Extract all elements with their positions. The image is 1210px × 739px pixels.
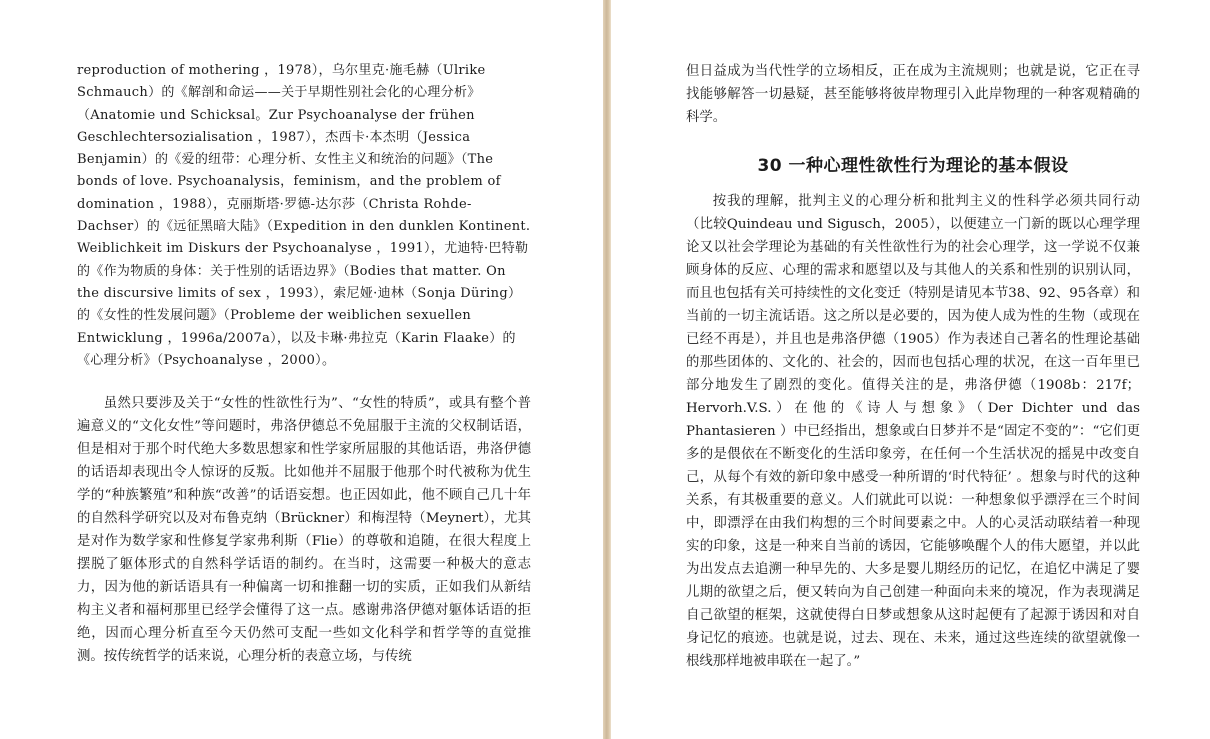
right-page (611, 0, 1210, 739)
right-body (686, 60, 1140, 129)
right-body-main (686, 190, 1140, 673)
bibliography-text: reproduction of mothering ，1978），乌尔里克·施毛赫（Ulrike Schmauch）的《解剖和命运——关于早期性别社会化的心理分析》（Anatomie und Schicksal。Zur Psychoanalyse der frühen Geschlechtersozialisation ，1987），杰西卡·本杰明（Jessica Benjamin）的《爱的纽带：心理分析、女性主义和统治的问题》（The bonds of love. Psychoanalysis，feminism，and the problem of domination ，1988），克丽斯塔·罗德-达尔莎（Christa Rohde-Dachser）的《远征黑暗大陆》（Expedition in den dunklen Kontinent. Weiblichkeit im Diskurs der Psychoanalyse ，1991），尤迪特·巴特勒的《作为物质的身体：关于性别的话语边界》（Bodies that matter. On the discursive limits of sex ，1993），索尼娅·迪林（Sonja Düring）的《女性的性发展问题》（Probleme der weiblichen sexuellen Entwicklung ，1996a/2007a），以及卡琳·弗拉克（Karin Flaake）的《心理分析》（Psychoanalyse ，2000）。 (77, 63, 531, 368)
book-gutter (603, 0, 611, 739)
right-paragraph: 按我的理解，批判主义的心理分析和批判主义的性科学必须共同行动（比较Quindeau und Sigusch，2005），以便建立一门新的既以心理学理论又以社会学理论为基础的有关性欲性行为的社会心理学，这一学说不仅兼顾身体的反应、心理的需求和愿望以及与其他人的关系和性别的识别认同，而且也包括有关可持续性的文化变迁（特别是请见本节38、92、95各章）和当前的一切主流话语。这之所以是必要的，因为使人成为性的生物（或现在已经不再是），并且也是弗洛伊德（1905）作为表述自己著名的性理论基础的那些团体的、文化的、社会的，因而也包括心理的状况，在这一百年里已部分地发生了剧烈的变化。值得关注的是，弗洛伊德（1908b：217f；Hervorh.V.S.）在他的《诗人与想象》（Der Dichter und das Phantasieren ）中已经指出，想象或白日梦并不是“固定不变的”：“它们更多的是偎依在不断变化的生活印象旁，在任何一个生活状况的摇晃中改变自己，从每个有效的新印象中感受一种所谓的‘时代特征’ 。想象与时代的这种关系，有其极重要的意义。人们就此可以说：一种想象似乎漂浮在三个时间中，即漂浮在由我们构想的三个时间要素之中。人的心灵活动联结着一种现实的印象，这是一种来自当前的诱因，它能够唤醒个人的伟大愿望，并以此为出发点去追溯一种早先的、大多是婴儿期经历的记忆，在追忆中满足了婴儿期的欲望之后，便又转向为自己创建一种面向未来的境况，作为表现满足自己欲望的框架，这就使得白日梦或想象从这时起便有了起源于诱因和对自身记忆的痕迹。也就是说，过去、现在、未来，通过这些连续的欲望就像一根线那样地被串联在一起了。” (686, 194, 1140, 669)
left-body (77, 392, 531, 668)
bibliography-continuation (77, 60, 531, 372)
section-heading: 30 一种心理性欲性行为理论的基本假设 (757, 156, 1069, 176)
continuation-paragraph: 但日益成为当代性学的立场相反，正在成为主流规则；也就是说，它正在寻找能够解答一切悬疑，甚至能够将彼岸物理引入此岸物理的一种客观精确的科学。 (686, 64, 1140, 125)
left-page (0, 0, 603, 739)
left-paragraph: 虽然只要涉及关于“女性的性欲性行为”、“女性的特质”，或具有整个普遍意义的“文化女性”等问题时，弗洛伊德总不免屈服于主流的父权制话语，但是相对于那个时代绝大多数思想家和性学家所屈服的其他话语，弗洛伊德的话语却表现出令人惊讶的反叛。比如他并不屈服于他那个时代被称为优生学的“种族繁殖”和种族“改善”的话语妄想。也正因如此，他不顾自己几十年的自然科学研究以及对布鲁克纳（Brückner）和梅涅特（Meynert），尤其是对作为数学家和性修复学家弗利斯（Flie）的尊敬和追随，在很大程度上摆脱了躯体形式的自然科学话语的制约。在当时，这需要一种极大的意志力，因为他的新话语具有一种偏离一切和推翻一切的实质，正如我们从新结构主义者和福柯那里已经学会懂得了这一点。感谢弗洛伊德对躯体话语的拒绝，因而心理分析直至今天仍然可支配一些如文化科学和哲学等的直觉推测。按传统哲学的话来说，心理分析的表意立场，与传统 (77, 396, 531, 665)
